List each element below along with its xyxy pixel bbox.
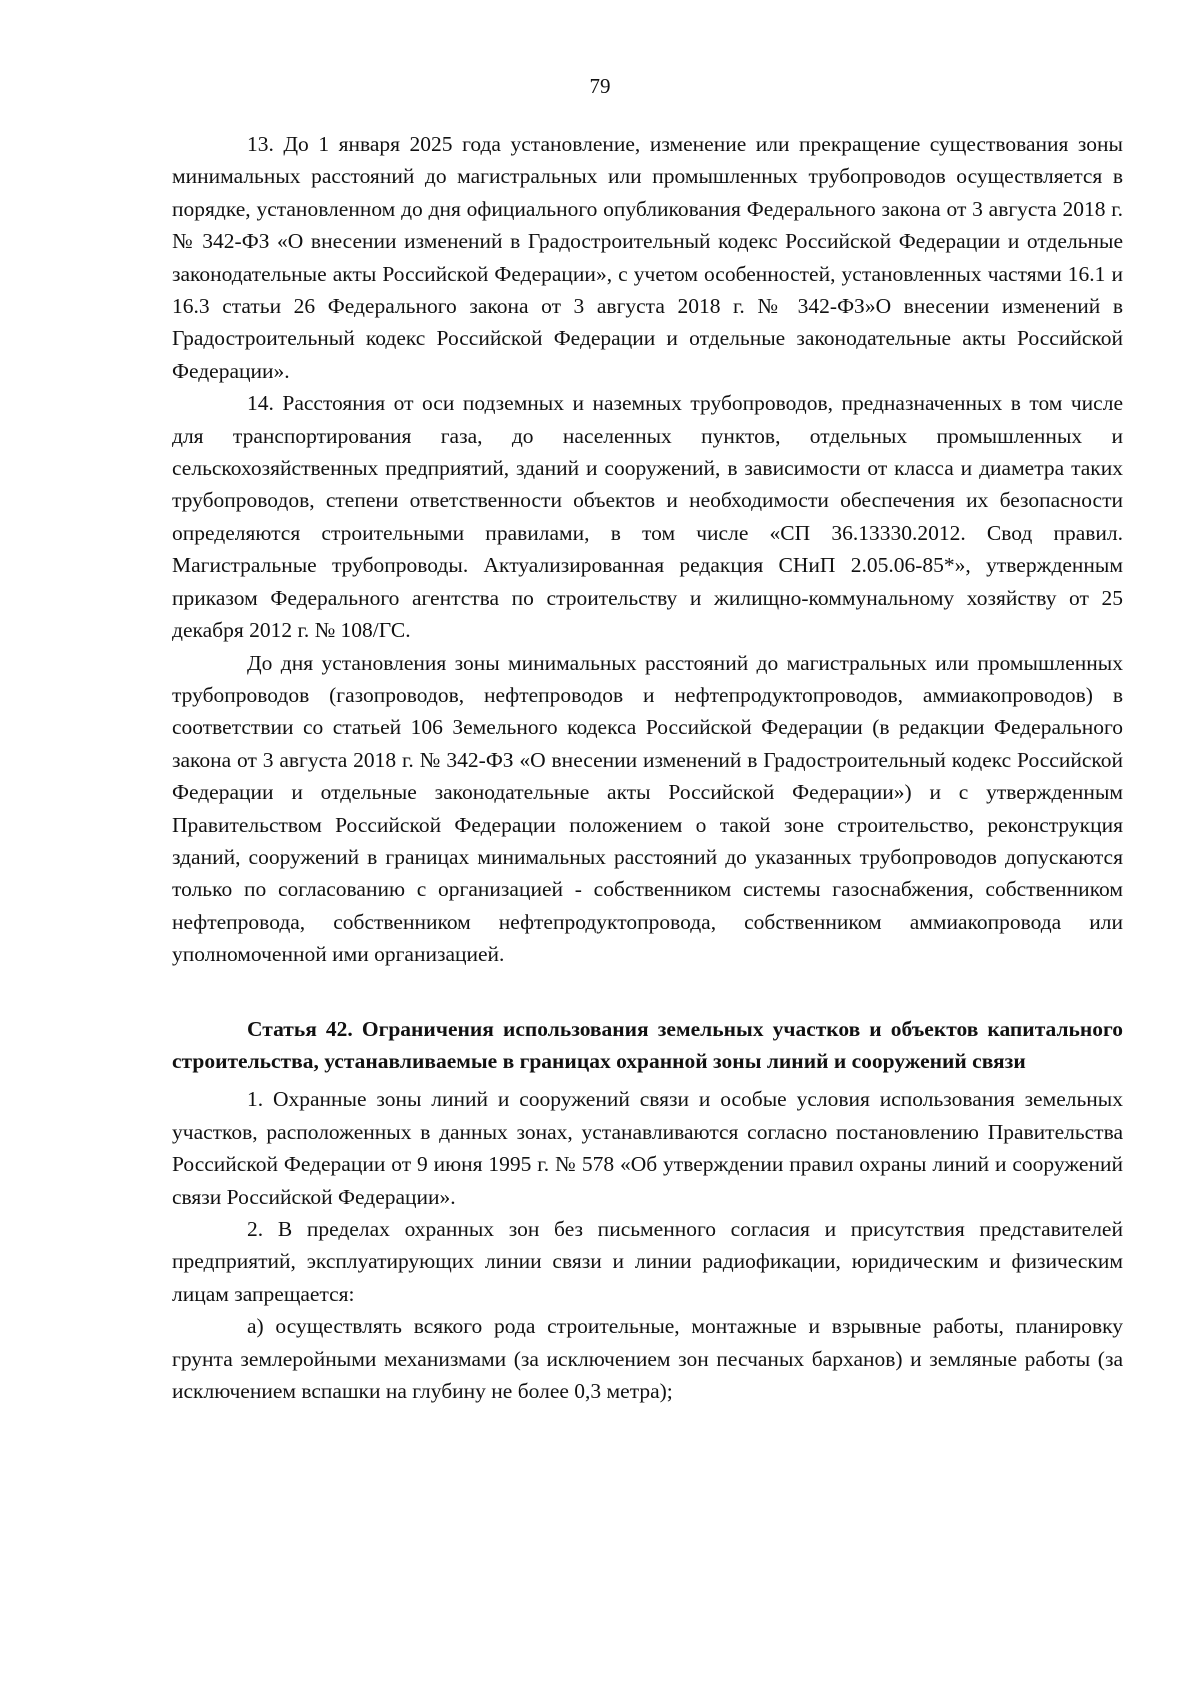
paragraph-14: 14. Расстояния от оси подземных и наземных трубопроводов, предназначенных в том числе для транспортирования газа, до населенных пунктов, отдельных промышленных и сельскохозяйственных предприятий, зданий и сооружений, в зависимости от класса и диаметра таких трубопроводов, степени ответственности объектов и необходимости обеспечения их безопасности определяются строительными правилами, в том числе «СП 36.13330.2012. Свод правил. Магистральные трубопроводы. Актуализированная редакция СНиП 2.05.06-85*», утвержденным приказом Федерального агентства по строительству и жилищно-коммунальному хозяйству от 25 декабря 2012 г. № 108/ГС. [172,391,1123,643]
article-42-heading: Статья 42. Ограничения использования земельных участков и объектов капитального строительства, устанавливаемые в границах охранной зоны линий и сооружений связи [172,1016,1123,1073]
article-42-item-a: а) осуществлять всякого рода строительные, монтажные и взрывные работы, планировку грунта землеройными механизмами (за исключением зон песчаных барханов) и земляные работы (за исключением вспашки на глубину не более 0,3 метра); [172,1314,1123,1404]
article-42-paragraph-1: 1. Охранные зоны линий и сооружений связи и особые условия использования земельных участков, расположенных в данных зонах, устанавливаются согласно постановлению Правительства Российской Федерации от 9 июня 1995 г. № 578 «Об утверждении правил охраны линий и сооружений связи Российской Федерации». [172,1087,1123,1209]
article-42-paragraph-2: 2. В пределах охранных зон без письменного согласия и присутствия представителей предприятий, эксплуатирующих линии связи и линии радиофикации, юридическим и физическим лицам запрещается: [172,1217,1123,1306]
paragraph-14-continuation: До дня установления зоны минимальных расстояний до магистральных или промышленных трубопроводов (газопроводов, нефтепроводов и нефтепродуктопроводов, аммиакопроводов) в соответствии со статьей 106 Земельного кодекса Российской Федерации (в редакции Федерального закона от 3 августа 2018 г. № 342-ФЗ «О внесении изменений в Градостроительный кодекс Российской Федерации и отдельные законодательные акты Российской Федерации») и с утвержденным Правительством Российской Федерации положением о такой зоне строительство, реконструкция зданий, сооружений в границах минимальных расстояний до указанных трубопроводов допускаются только по согласованию с организацией - собственником системы газоснабжения, собственником нефтепровода, собственником нефтепродуктопровода, собственником аммиакопровода или уполномоченной ими организацией. [172,650,1123,967]
page-number: 79 [589,74,611,98]
paragraph-13: 13. До 1 января 2025 года установление, изменение или прекращение существования зоны минимальных расстояний до магистральных или промышленных трубопроводов осуществляется в порядке, установленном до дня официального опубликования Федерального закона от 3 августа 2018 г. № 342-ФЗ «О внесении изменений в Градостроительный кодекс Российской Федерации и отдельные законодательные акты Российской Федерации», с учетом особенностей, установленных частями 16.1 и 16.3 статьи 26 Федерального закона от 3 августа 2018 г. № 342-ФЗ»О внесении изменений в Градостроительный кодекс Российской Федерации и отдельные законодательные акты Российской Федерации». [172,132,1123,383]
page-content [172,128,1123,1407]
